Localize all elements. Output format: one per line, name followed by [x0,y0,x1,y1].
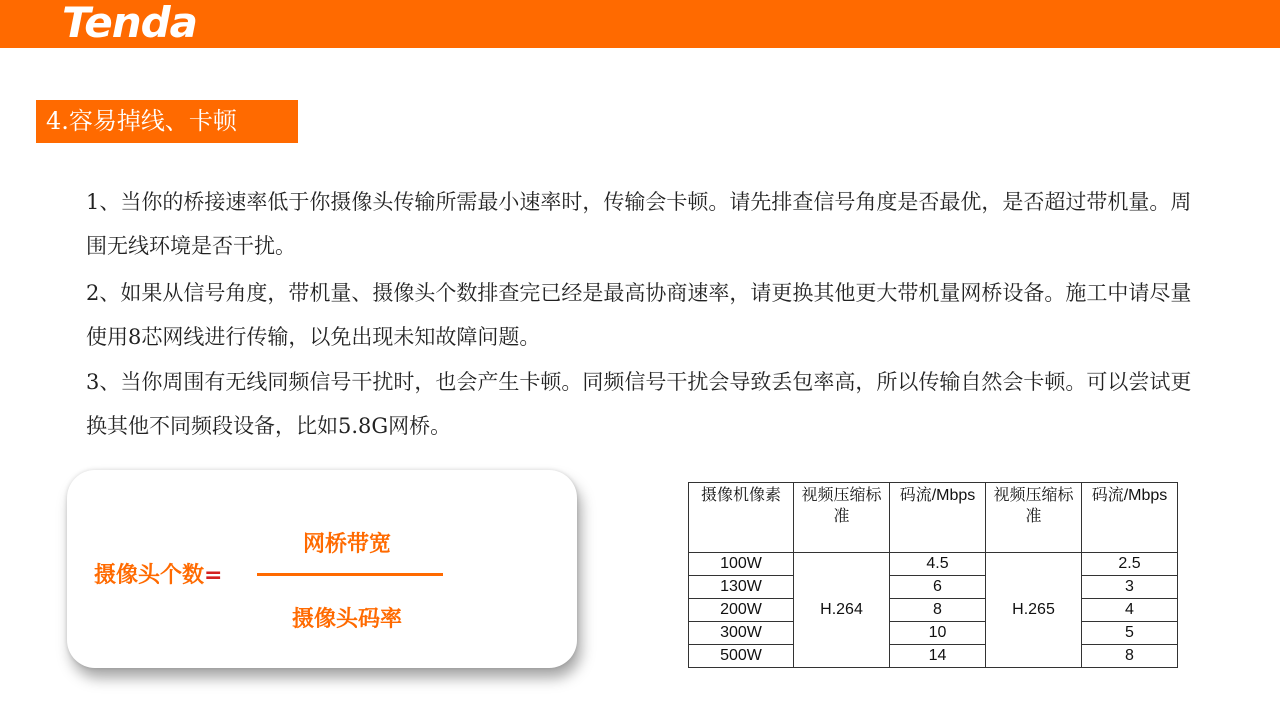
pixel-cell: 130W [689,576,794,599]
codec-a-cell: H.264 [794,553,890,668]
header-rate-a: 码流/Mbps [890,483,986,553]
pixel-cell: 500W [689,645,794,668]
pixel-cell: 100W [689,553,794,576]
table-row [689,645,1178,668]
section-title: 4.容易掉线、卡顿 [36,100,298,143]
header-codec-b: 视频压缩标准 [986,483,1082,553]
rate-b-cell: 3 [1082,576,1178,599]
formula-left-side [94,558,222,589]
rate-a-cell: 6 [890,576,986,599]
fraction-line [257,573,443,576]
formula-denominator: 摄像头码率 [291,607,402,632]
formula-left-label: 摄像头个数 [94,563,205,588]
pixel-cell: 200W [689,599,794,622]
formula-numerator: 网桥带宽 [302,532,391,557]
header-pixels: 摄像机像素 [689,483,794,553]
pixel-cell: 300W [689,622,794,645]
rate-a-cell: 10 [890,622,986,645]
table-header-row [689,483,1178,553]
brand-header-bar [0,0,1280,48]
paragraph-1: 1、当你的桥接速率低于你摄像头传输所需最小速率时，传输会卡顿。请先排查信号角度是否最优，是否超过带机量。周围无线环境是否干扰。 [86,190,1192,258]
header-rate-b: 码流/Mbps [1082,483,1178,553]
table-row [689,553,1178,576]
tenda-logo: Tenda [62,0,198,47]
table-row [689,622,1178,645]
rate-a-cell: 8 [890,599,986,622]
rate-b-cell: 8 [1082,645,1178,668]
header-codec-a: 视频压缩标准 [794,483,890,553]
paragraph-2: 2、如果从信号角度，带机量、摄像头个数排查完已经是最高协商速率，请更换其他更大带机量网桥设备。施工中请尽量使用8芯网线进行传输，以免出现未知故障问题。 [86,281,1192,349]
formula-equals: = [204,563,223,588]
bitrate-table [688,482,1178,668]
rate-a-cell: 4.5 [890,553,986,576]
rate-a-cell: 14 [890,645,986,668]
rate-b-cell: 2.5 [1082,553,1178,576]
table-row [689,576,1178,599]
rate-b-cell: 5 [1082,622,1178,645]
paragraph-3: 3、当你周围有无线同频信号干扰时，也会产生卡顿。同频信号干扰会导致丢包率高，所以传输自然会卡顿。可以尝试更换其他不同频段设备，比如5.8G网桥。 [86,370,1192,438]
codec-b-cell: H.265 [986,553,1082,668]
rate-b-cell: 4 [1082,599,1178,622]
formula-card [67,470,577,668]
table-row [689,599,1178,622]
